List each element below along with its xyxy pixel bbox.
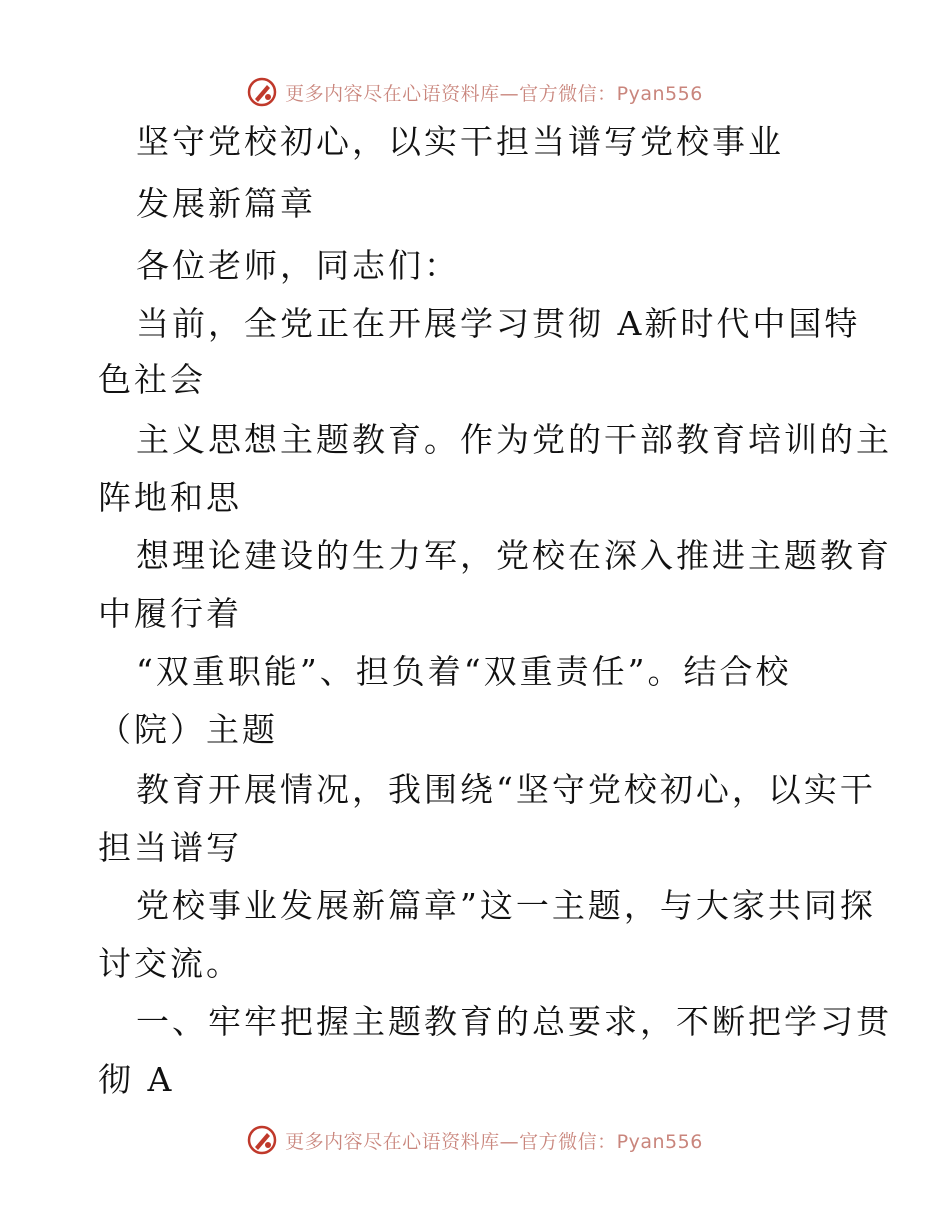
paragraph-line: 担当谱写 [98, 828, 242, 867]
document-title-line-1: 坚守党校初心，以实干担当谱写党校事业 [136, 122, 784, 161]
footer-watermark-banner [0, 1120, 950, 1160]
paragraph-line: 中履行着 [98, 594, 242, 633]
paragraph-line: 想理论建设的生力军，党校在深入推进主题教育 [136, 536, 892, 575]
watermark-text: 更多内容尽在心语资料库—官方微信：Pyan556 [285, 82, 703, 105]
paragraph-line: 阵地和思 [98, 478, 242, 517]
paragraph-line: 教育开展情况，我围绕“坚守党校初心，以实干 [136, 770, 876, 809]
watermark-text: 更多内容尽在心语资料库—官方微信：Pyan556 [285, 1130, 703, 1153]
header-watermark-banner [0, 72, 950, 112]
paragraph-line: （院）主题 [98, 710, 278, 749]
paragraph-line: 主义思想主题教育。作为党的干部教育培训的主 [136, 420, 892, 459]
salutation: 各位老师，同志们： [136, 246, 460, 285]
paragraph-line: 讨交流。 [98, 944, 242, 983]
paragraph-line: “双重职能”、担负着“双重责任”。结合校 [136, 652, 792, 691]
paragraph-line: 色社会 [98, 360, 206, 399]
section-heading-line: 彻 A [98, 1060, 175, 1099]
pen-logo-icon [247, 77, 277, 107]
pen-logo-icon [247, 1125, 277, 1155]
paragraph-line: 当前，全党正在开展学习贯彻 A新时代中国特 [136, 304, 861, 343]
paragraph-line: 党校事业发展新篇章”这一主题，与大家共同探 [136, 886, 876, 925]
document-title-line-2: 发展新篇章 [136, 184, 316, 223]
section-heading-line: 一、牢牢把握主题教育的总要求，不断把学习贯 [136, 1002, 892, 1041]
